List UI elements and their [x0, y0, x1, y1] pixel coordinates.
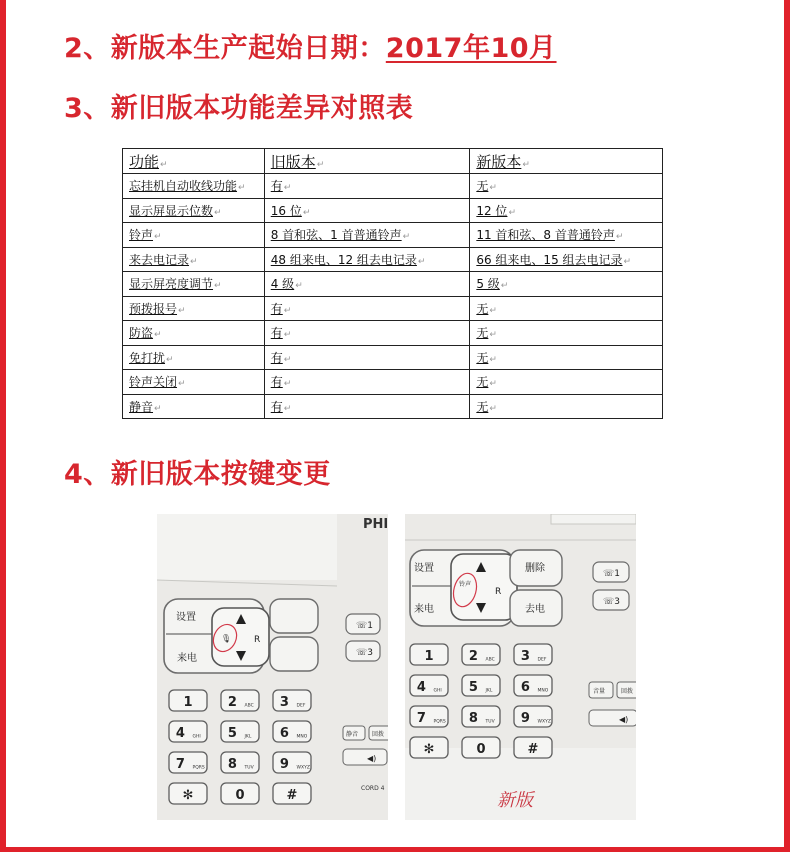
- col-header-new: 新版本↵: [470, 149, 663, 174]
- key-digit: 6: [520, 679, 530, 695]
- heading-feature-comparison: 3、新旧版本功能差异对照表: [64, 93, 414, 124]
- key-digit: 7: [416, 710, 426, 726]
- key-digit: 9: [279, 756, 289, 772]
- cell-old: 48 组来电、12 组去电记录↵: [264, 247, 470, 272]
- table-row: [123, 247, 663, 272]
- new-volume-key: 音量: [593, 688, 606, 695]
- cell-feature: 静音↵: [123, 394, 265, 419]
- old-brand-text: PHI: [363, 517, 388, 532]
- key-letters: JKL: [244, 734, 252, 740]
- key-digit: 2: [468, 648, 478, 664]
- key-digit: 1: [424, 648, 434, 664]
- key-letters: MNO: [537, 688, 549, 694]
- speaker-icon: ◀): [619, 715, 629, 724]
- cell-feature: 防盗↵: [123, 321, 265, 346]
- keypad-key: [221, 721, 259, 742]
- cell-new: 无↵: [470, 345, 663, 370]
- cell-new: 66 组来电、15 组去电记录↵: [470, 247, 663, 272]
- key-digit: 3: [279, 694, 289, 710]
- key-digit: #: [286, 787, 298, 803]
- key-letters: JKL: [485, 688, 493, 694]
- key-letters: PQRS: [192, 765, 205, 771]
- cell-new: 12 位↵: [470, 198, 663, 223]
- handwritten-new-version: 新版: [497, 790, 533, 811]
- mic-mute-icon: 🎙: [221, 634, 232, 643]
- key-digit: 0: [476, 741, 486, 757]
- new-outgoing-key: 去电: [525, 604, 545, 615]
- new-phone-photo: [405, 514, 636, 820]
- cell-new: 无↵: [470, 174, 663, 199]
- cell-feature: 显示屏亮度调节↵: [123, 272, 265, 297]
- key-digit: 3: [520, 648, 530, 664]
- feature-comparison-table: [122, 148, 663, 419]
- table-row: [123, 321, 663, 346]
- new-r-key: R: [495, 587, 502, 597]
- key-letters: PQRS: [433, 719, 446, 725]
- cell-new: 无↵: [470, 296, 663, 321]
- new-incoming-key: 来电: [414, 604, 434, 615]
- old-setup-key: 设置: [176, 612, 196, 623]
- keypad-key: [410, 675, 448, 696]
- old-redial-key: 回拨: [372, 731, 385, 738]
- key-digit: 4: [416, 679, 426, 695]
- key-digit: #: [527, 741, 539, 757]
- new-delete-key: 删除: [525, 563, 545, 574]
- new-ringtone-key: 铃声: [459, 581, 472, 588]
- key-digit: 0: [235, 787, 245, 803]
- production-date-value: 2017年10月: [385, 33, 557, 64]
- cell-old: 8 首和弦、1 首普通铃声↵: [264, 223, 470, 248]
- table-row: [123, 272, 663, 297]
- cell-old: 有↵: [264, 370, 470, 395]
- table-row: [123, 174, 663, 199]
- old-mute-key: 静音: [346, 731, 359, 738]
- cell-old: 有↵: [264, 174, 470, 199]
- key-digit: 9: [520, 710, 530, 726]
- key-digit: 2: [227, 694, 237, 710]
- col-header-old: 旧版本↵: [264, 149, 470, 174]
- table-row: [123, 223, 663, 248]
- key-letters: ABC: [485, 657, 495, 663]
- heading-production-date-label: 2、新版本生产起始日期：: [64, 33, 386, 64]
- key-digit: 8: [227, 756, 237, 772]
- cell-feature: 预拨报号↵: [123, 296, 265, 321]
- cell-old: 有↵: [264, 296, 470, 321]
- table-row: [123, 296, 663, 321]
- frame-bottom-border: [0, 847, 790, 852]
- cell-feature: 来去电记录↵: [123, 247, 265, 272]
- key-digit: 5: [468, 679, 478, 695]
- keypad-key: [462, 675, 500, 696]
- key-digit: 6: [279, 725, 289, 741]
- col-header-feature: 功能↵: [123, 149, 265, 174]
- cell-feature: 铃声关闭↵: [123, 370, 265, 395]
- heading-key-changes: 4、新旧版本按键变更: [64, 459, 331, 490]
- table-row: [123, 198, 663, 223]
- key-letters: GHI: [433, 688, 442, 694]
- key-letters: DEF: [296, 703, 306, 709]
- key-letters: MNO: [296, 734, 308, 740]
- svg-text:☏1: ☏1: [356, 621, 373, 631]
- cell-old: 16 位↵: [264, 198, 470, 223]
- cell-old: 有↵: [264, 321, 470, 346]
- svg-text:☏3: ☏3: [603, 597, 620, 607]
- cell-new: 无↵: [470, 321, 663, 346]
- speaker-icon: ◀): [367, 754, 377, 763]
- heading-production-date: [64, 26, 557, 65]
- keypad-key: [169, 721, 207, 742]
- cell-feature: 免打扰↵: [123, 345, 265, 370]
- cell-feature: 铃声↵: [123, 223, 265, 248]
- cell-feature: 显示屏显示位数↵: [123, 198, 265, 223]
- cell-feature: 忘挂机自动收线功能↵: [123, 174, 265, 199]
- key-digit: 1: [183, 694, 193, 710]
- key-letters: WXYZ: [537, 719, 551, 725]
- frame-right-border: [784, 0, 790, 852]
- old-r-key: R: [254, 635, 261, 645]
- key-letters: WXYZ: [296, 765, 310, 771]
- key-letters: TUV: [485, 719, 495, 725]
- cell-new: 5 级↵: [470, 272, 663, 297]
- key-digit: 8: [468, 710, 478, 726]
- table-row: [123, 370, 663, 395]
- key-letters: DEF: [537, 657, 547, 663]
- new-redial-key: 回拨: [621, 688, 634, 695]
- old-incoming-key: 来电: [177, 653, 197, 664]
- cell-new: 无↵: [470, 394, 663, 419]
- new-setup-key: 设置: [414, 563, 434, 574]
- key-digit: 4: [175, 725, 185, 741]
- key-letters: GHI: [192, 734, 201, 740]
- cell-old: 有↵: [264, 345, 470, 370]
- table-header-row: [123, 149, 663, 174]
- svg-text:☏1: ☏1: [603, 569, 620, 579]
- table-row: [123, 394, 663, 419]
- cell-new: 11 首和弦、8 首普通铃声↵: [470, 223, 663, 248]
- key-letters: TUV: [244, 765, 254, 771]
- key-digit: ✻: [423, 741, 435, 757]
- old-model-text: CORD 4: [361, 785, 385, 792]
- key-digit: 5: [227, 725, 237, 741]
- frame-left-border: [0, 0, 6, 852]
- key-digit: 7: [175, 756, 185, 772]
- key-letters: ABC: [244, 703, 254, 709]
- old-phone-photo: [157, 514, 388, 820]
- svg-text:☏3: ☏3: [356, 648, 373, 658]
- cell-new: 无↵: [470, 370, 663, 395]
- table-row: [123, 345, 663, 370]
- cell-old: 有↵: [264, 394, 470, 419]
- key-digit: ✻: [182, 787, 194, 803]
- cell-old: 4 级↵: [264, 272, 470, 297]
